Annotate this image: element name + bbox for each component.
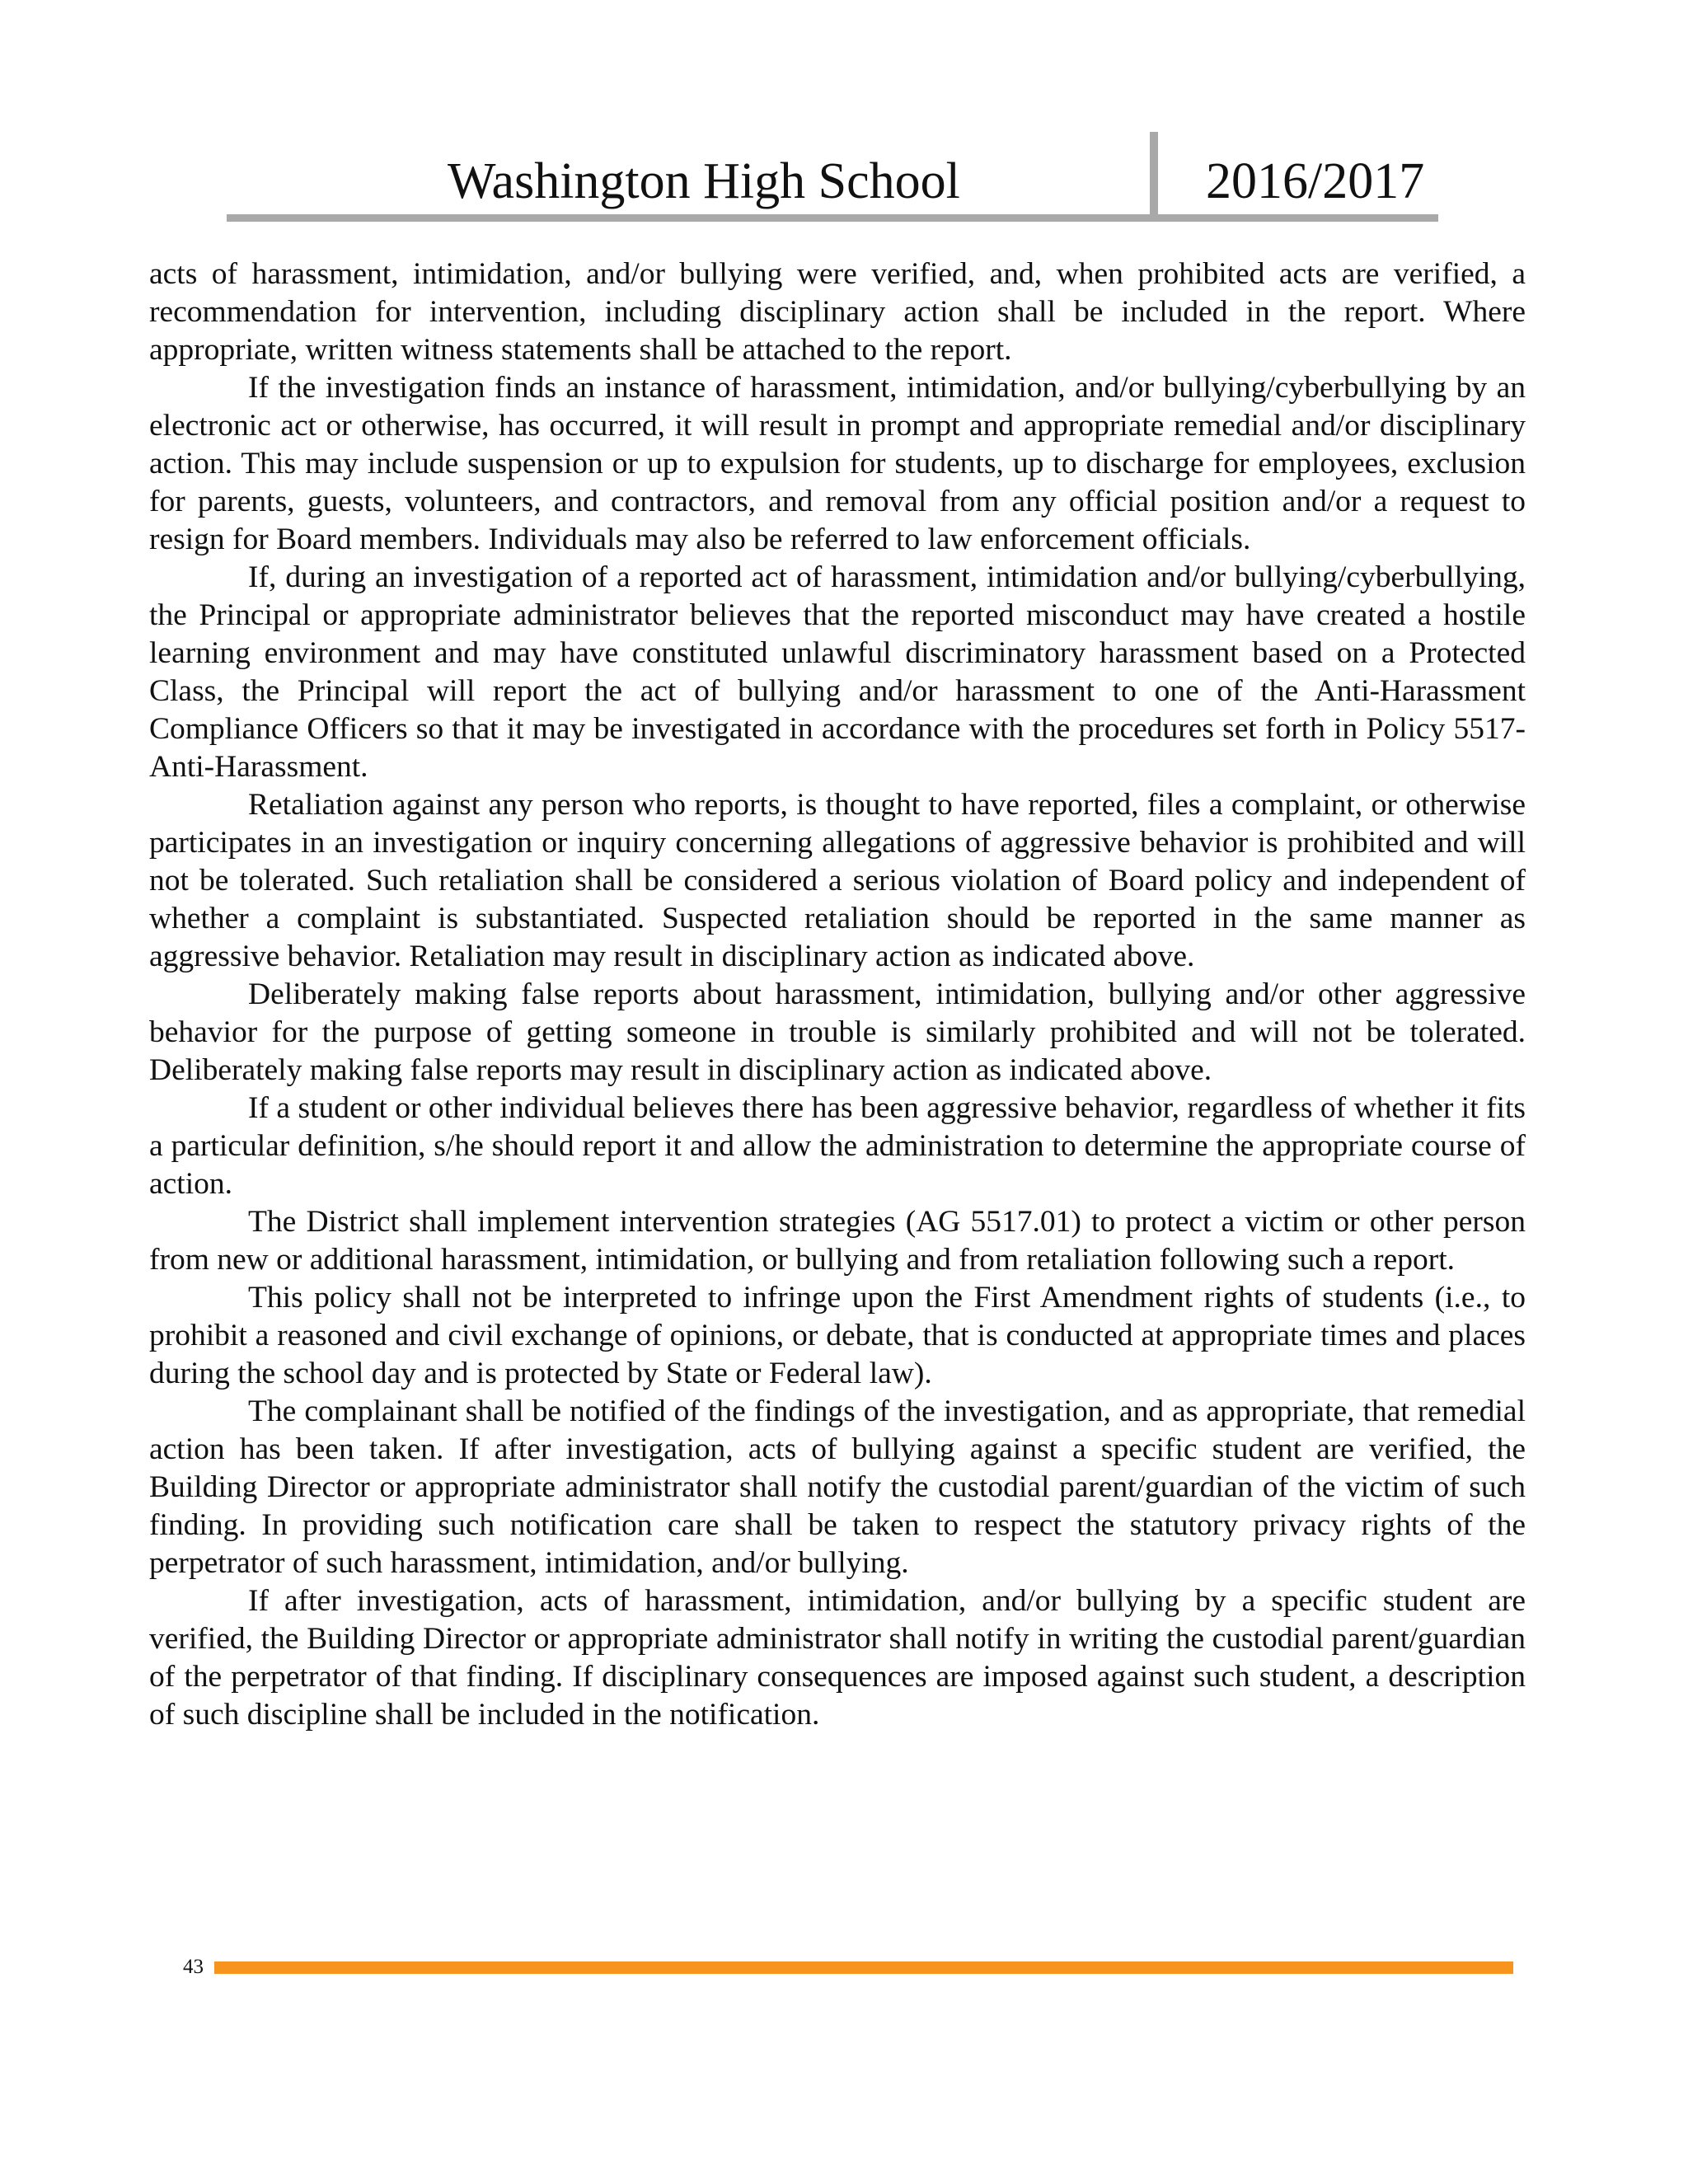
header-rule — [227, 214, 1438, 222]
header-divider — [1150, 132, 1158, 218]
paragraph-notification-victim: The complainant shall be notified of the findings of the investigation, and as appropriate, that remedial action has been taken. If after investigation, acts of bullying against a specific student are verified, the Building Director or appropriate administrator shall notify the custodial parent/guardian of the victim of such finding. In providing such notification care shall be taken to respect the statutory privacy rights of the perpetrator of such harassment, intimidation, and/or bullying. — [149, 1394, 1526, 1580]
paragraph-hostile-environment: If, during an investigation of a reported act of harassment, intimidation and/or bullying/cyberbullying, the Principal or appropriate administrator believes that the reported misconduct may have created a hostile learning environment and may have constituted unlawful discriminatory harassment based on a Protected Class, the Principal will report the act of bullying and/or harassment to one of the Anti-Harassment Compliance Officers so that it may be investigated in accordance with the procedures set forth in Policy 5517- Anti-Harassment. — [149, 560, 1526, 784]
paragraph-notification-perpetrator: If after investigation, acts of harassment, intimidation, and/or bullying by a specific student are verified, the Building Director or appropriate administrator shall notify in writing the custodial parent/guardian of the perpetrator of that finding. If disciplinary consequences are imposed against such student, a description of such discipline shall be included in the notification. — [149, 1584, 1526, 1732]
paragraph-reporting: If a student or other individual believes there has been aggressive behavior, regardless of whether it fits a particular definition, s/he should report it and allow the administration to determine the appropriate course of action. — [149, 1091, 1526, 1201]
school-name: Washington High School — [448, 153, 960, 209]
page-footer — [183, 1953, 1502, 1986]
paragraph-retaliation: Retaliation against any person who reports, is thought to have reported, files a complaint, or otherwise participates in an investigation or inquiry concerning allegations of aggressive behavior is prohibited and will not be tolerated. Such retaliation shall be considered a serious violation of Board policy and independent of whether a complaint is substantiated. Suspected retaliation should be reported in the same manner as aggressive behavior. Retaliation may result in disciplinary action as indicated above. — [149, 788, 1526, 973]
paragraph-remedial-action: If the investigation finds an instance of harassment, intimidation, and/or bullying/cyberbullying by an electronic act or otherwise, has occurred, it will result in prompt and appropriate remedial and/or disciplinary action. This may include suspension or up to expulsion for students, up to discharge for employees, exclusion for parents, guests, volunteers, and contractors, and removal from any official position and/or a request to resign for Board members. Individuals may also be referred to law enforcement officials. — [149, 371, 1526, 556]
page-number: 43 — [183, 1956, 204, 1978]
page-header — [227, 132, 1438, 223]
footer-rule — [214, 1961, 1513, 1974]
paragraph-intervention: The District shall implement intervention strategies (AG 5517.01) to protect a victim or other person from new or additional harassment, intimidation, or bullying and from retaliation following such a report. — [149, 1205, 1526, 1277]
paragraph-false-reports: Deliberately making false reports about harassment, intimidation, bullying and/or other aggressive behavior for the purpose of getting someone in trouble is similarly prohibited and will not be tolerated. Deliberately making false reports may result in disciplinary action as indicated above. — [149, 977, 1526, 1087]
paragraph-first-amendment: This policy shall not be interpreted to infringe upon the First Amendment rights of students (i.e., to prohibit a reasoned and civil exchange of opinions, or debate, that is conducted at appropriate times and places during the school day and is protected by State or Federal law). — [149, 1281, 1526, 1390]
policy-text — [149, 255, 1526, 1734]
paragraph-continuation: acts of harassment, intimidation, and/or bullying were verified, and, when prohibited acts are verified, a recommendation for intervention, including disciplinary action shall be included in the report. Where appropriate, written witness statements shall be attached to the report. — [149, 257, 1526, 367]
school-year: 2016/2017 — [1206, 153, 1425, 209]
